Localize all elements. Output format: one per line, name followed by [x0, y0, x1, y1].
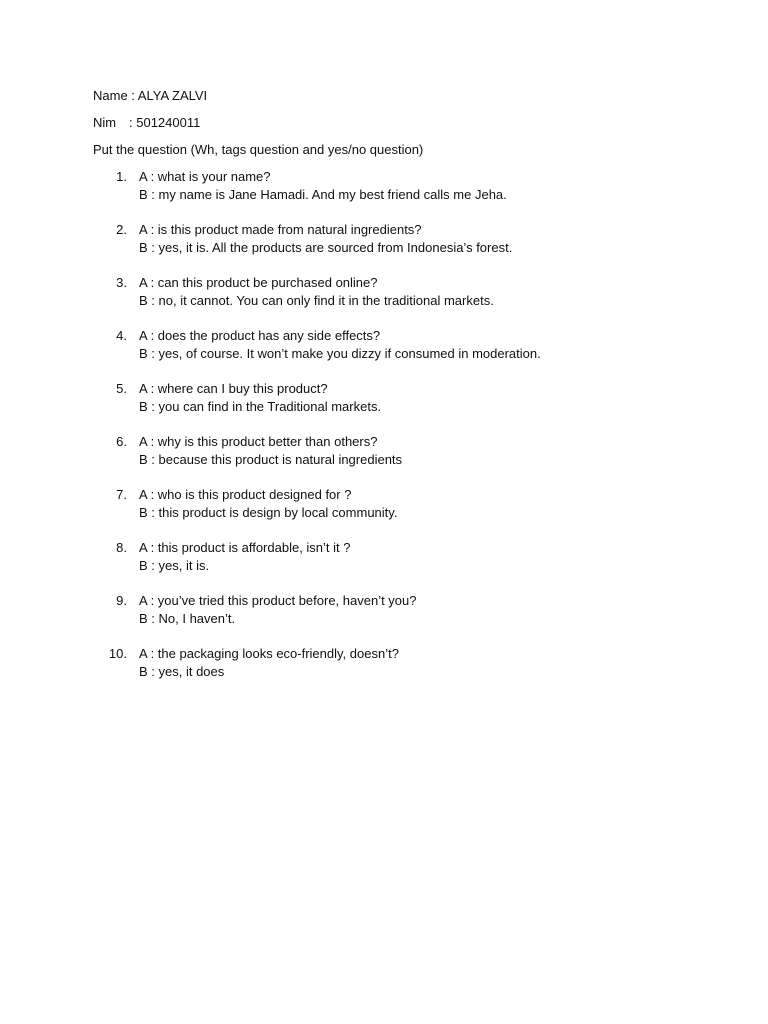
answer-b: B : because this product is natural ingredients	[139, 452, 403, 467]
nim-value: : 501240011	[129, 115, 201, 130]
nim-label: Nim	[93, 115, 117, 130]
answer-b: B : No, I haven’t.	[139, 611, 236, 626]
question-a: A : does the product has any side effects?	[139, 328, 381, 343]
item-number: 3.	[116, 275, 127, 290]
list-item	[93, 486, 713, 521]
student-name-line	[93, 87, 207, 105]
list-item	[93, 592, 713, 627]
item-number: 1.	[116, 169, 127, 184]
answer-b: B : you can find in the Traditional markets.	[139, 399, 382, 414]
answer-b: B : yes, it does	[139, 664, 225, 679]
item-number: 5.	[116, 381, 127, 396]
item-number: 2.	[116, 222, 127, 237]
list-item	[93, 433, 713, 468]
answer-b: B : yes, it is. All the products are sourced from Indonesia’s forest.	[139, 240, 513, 255]
answer-b: B : yes, it is.	[139, 558, 210, 573]
question-a: A : this product is affordable, isn’t it ?	[139, 540, 351, 555]
name-value: ALYA ZALVI	[137, 88, 208, 103]
nim-number: 501240011	[136, 115, 201, 130]
student-nim-line	[93, 114, 200, 132]
question-a: A : can this product be purchased online?	[139, 275, 378, 290]
question-a: A : why is this product better than others?	[139, 434, 378, 449]
answer-b: B : this product is design by local community.	[139, 505, 398, 520]
answer-b: B : no, it cannot. You can only find it in the traditional markets.	[139, 293, 494, 308]
list-item	[93, 645, 713, 680]
question-a: A : is this product made from natural ingredients?	[139, 222, 422, 237]
answer-b: B : yes, of course. It won’t make you dizzy if consumed in moderation.	[139, 346, 541, 361]
answer-b: B : my name is Jane Hamadi. And my best friend calls me Jeha.	[139, 187, 507, 202]
item-number: 7.	[116, 487, 127, 502]
item-number: 10.	[108, 646, 127, 661]
question-a: A : where can I buy this product?	[139, 381, 328, 396]
question-a: A : what is your name?	[139, 169, 271, 184]
question-a: A : you’ve tried this product before, haven’t you?	[139, 593, 417, 608]
question-a: A : who is this product designed for ?	[139, 487, 352, 502]
list-item	[93, 380, 713, 415]
item-number: 8.	[116, 540, 127, 555]
item-number: 6.	[116, 434, 127, 449]
qa-list	[93, 168, 713, 698]
list-item	[93, 221, 713, 256]
instruction-text: Put the question (Wh, tags question and yes/no question)	[93, 142, 424, 157]
list-item	[93, 168, 713, 203]
list-item	[93, 539, 713, 574]
question-a: A : the packaging looks eco-friendly, doesn’t?	[139, 646, 399, 661]
list-item	[93, 274, 713, 309]
list-item	[93, 327, 713, 362]
name-label: Name :	[93, 88, 138, 103]
item-number: 4.	[116, 328, 127, 343]
item-number: 9.	[116, 593, 127, 608]
